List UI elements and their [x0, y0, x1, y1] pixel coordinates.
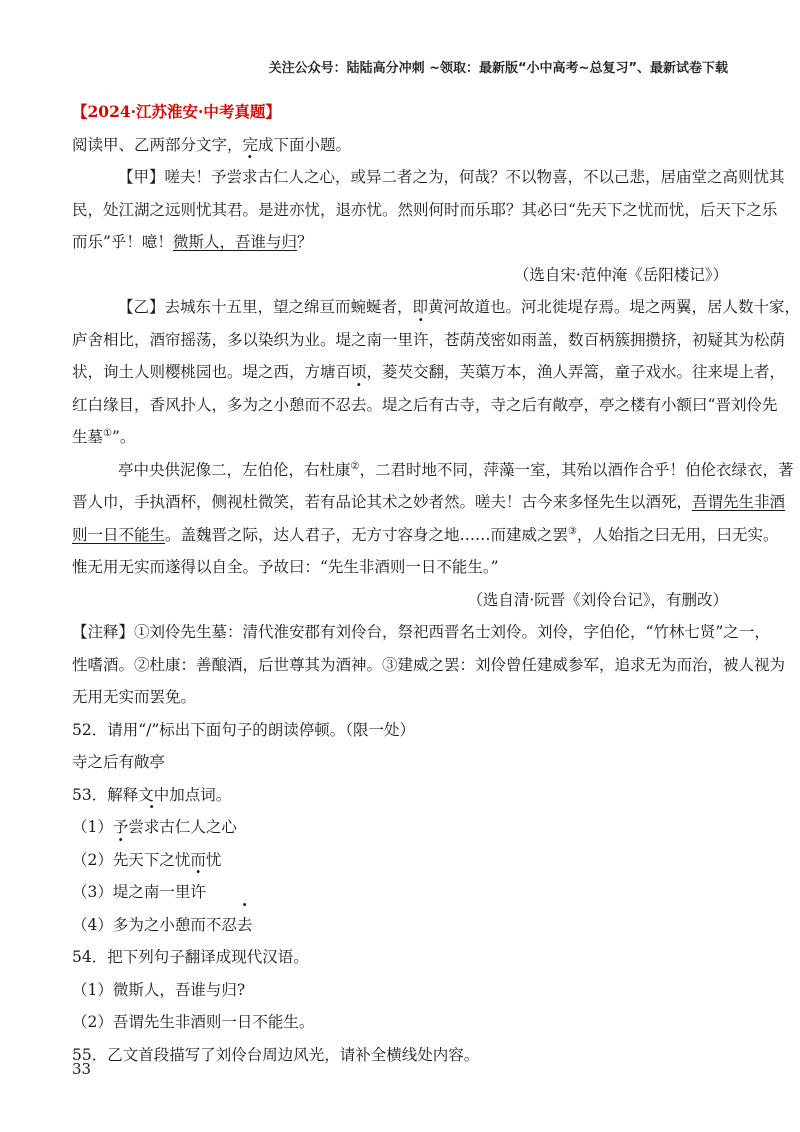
- source-tag: 【2024·江苏淮安·中考真题】: [72, 102, 281, 121]
- sub-question: （1）微斯人，吾谁与归?: [72, 980, 246, 999]
- sub-question: 天下之忧而忧: [128, 850, 222, 869]
- questions: [72, 714, 728, 1072]
- footnote-marker: ②: [350, 460, 360, 472]
- footnote-marker: ①: [103, 427, 112, 439]
- instruction: 阅读甲、乙两部分文字，完成下面小题。: [72, 135, 352, 154]
- yi-text: 亭中央供泥像二，左伯伦，右杜康: [118, 460, 351, 479]
- underlined-sentence: 吾谓先生非酒: [692, 493, 786, 511]
- yi-text: 状，询土人则樱桃园也。堤之西，方塘百顷，菱芡交翻，芙蕖万本，渔人弄篙，童子戏水。往来堤上者，: [72, 363, 786, 381]
- note-text: 【注释】①刘伶先生墓：清代淮安郡有刘伶台，祭祀西晋名士刘伶。刘伶，字伯伦，“竹林七贤”之一，: [72, 623, 770, 641]
- jia-text: 而乐”乎！噫！: [72, 233, 173, 251]
- yi-text: 。堤之后有古寺，寺之后有敞亭，亭之楼有小额曰“晋刘伶先: [366, 395, 778, 414]
- note-text: 性嗜酒。②杜康：善酿酒，后世尊其为酒神。③建威之罢：刘伶曾任建威参军，追求无为而治，被人视为: [72, 655, 786, 674]
- dotted-word: 去: [351, 395, 367, 414]
- dotted-word: 求: [242, 168, 258, 186]
- question-52: 52．请用“/”标出下面句子的朗读停顿。（限一处）: [72, 720, 416, 739]
- sub-question: （2）: [72, 850, 113, 869]
- yi-text: 。盖魏晋之际，达人君子，无方寸容身之地……而建威之罢: [165, 525, 569, 544]
- yi-text: ”。: [111, 428, 136, 446]
- yi-text: 晋人巾，手执酒杯，侧视杜微笑，若有品论其术之妙者然。嗟夫！古今来多怪先生以酒死，: [72, 493, 693, 511]
- yi-text: ，苍荫茂密如雨盖，数百柄簇拥攒挤，初疑其为松荫: [428, 330, 786, 349]
- dotted-word: 去: [236, 915, 253, 934]
- yi-text: 【乙】去城东十五里，望之绵亘而蜿蜒者，即黄河故道也。河北徙堤存焉。堤之两翼，居人数十家，: [118, 298, 800, 316]
- annotations: [72, 616, 786, 714]
- dotted-word: 先: [112, 850, 129, 869]
- sub-question: （2）吾谓先生非酒则一日不能生。: [72, 1013, 315, 1031]
- yi-text: 生墓: [72, 428, 104, 446]
- dotted-word: 许: [190, 883, 206, 901]
- yi-text: ，人始指之曰无用，曰无实。: [577, 525, 779, 544]
- footnote-marker: ③: [568, 525, 577, 537]
- dotted-word: 许: [413, 330, 429, 349]
- question-52-sentence: 寺之后有敞亭: [72, 753, 166, 771]
- jia-text: 民，处江湖之远则忧其君。是进亦忧，退亦忧。然则何时而乐耶？其必曰“先天下之忧而忧，后天下之乐: [72, 200, 778, 219]
- sub-question: （4）多为之小憩而不忍: [72, 915, 237, 934]
- question-54: 54．把下列句子翻译成现代汉语。: [72, 948, 309, 966]
- sub-question: （1）予尝: [72, 818, 144, 836]
- passage-yi: [72, 291, 800, 616]
- document-body: [72, 96, 800, 1071]
- sub-question: 古仁人之心: [159, 818, 237, 836]
- yi-text: 红白缘目，香风扑人，多为之小憩而不忍: [72, 395, 352, 414]
- jia-text: ？: [296, 233, 313, 251]
- note-text: 无用无实而罢免。: [72, 688, 197, 706]
- jia-text: 古仁人之心，或异二者之为，何哉？不以物喜，不以己悲，居庙堂之高则忧其: [257, 168, 785, 186]
- question-55: 55．乙文首段描写了刘伶台周边风光，请补全横线处内容。: [72, 1045, 480, 1064]
- question-53: 53．解释文中加点词。: [72, 785, 232, 804]
- yi-source: （选自清·阮晋《刘伶台记》，有删改）: [467, 590, 728, 609]
- underlined-sentence: 微斯人，吾谁与归: [172, 233, 297, 251]
- yi-text: ，二君时地不同，萍藻一室，其殆以酒作合乎！伯伦衣绿衣，著: [359, 460, 794, 479]
- header-note: 关注公众号：陆陆高分冲刺 ~领取：最新版“小中高考~总复习”、最新试卷下载: [268, 61, 728, 76]
- page-number: 33: [72, 1060, 92, 1078]
- passage-jia: [72, 161, 785, 291]
- sub-question: （3）堤之南一里: [72, 883, 191, 901]
- dotted-word: 求: [143, 818, 160, 836]
- jia-source: （选自宋·范仲淹《岳阳楼记》）: [513, 265, 728, 284]
- underlined-sentence: 则一日不能生: [72, 525, 166, 544]
- jia-text: 【甲】嗟夫！予尝: [118, 168, 243, 186]
- yi-text: 庐舍相比，酒帘摇荡，多以染织为业。堤之南一里: [72, 330, 414, 349]
- yi-text: 惟无用无实而遂得以自全。予故曰：“先生非酒则一日不能生。”: [72, 558, 499, 576]
